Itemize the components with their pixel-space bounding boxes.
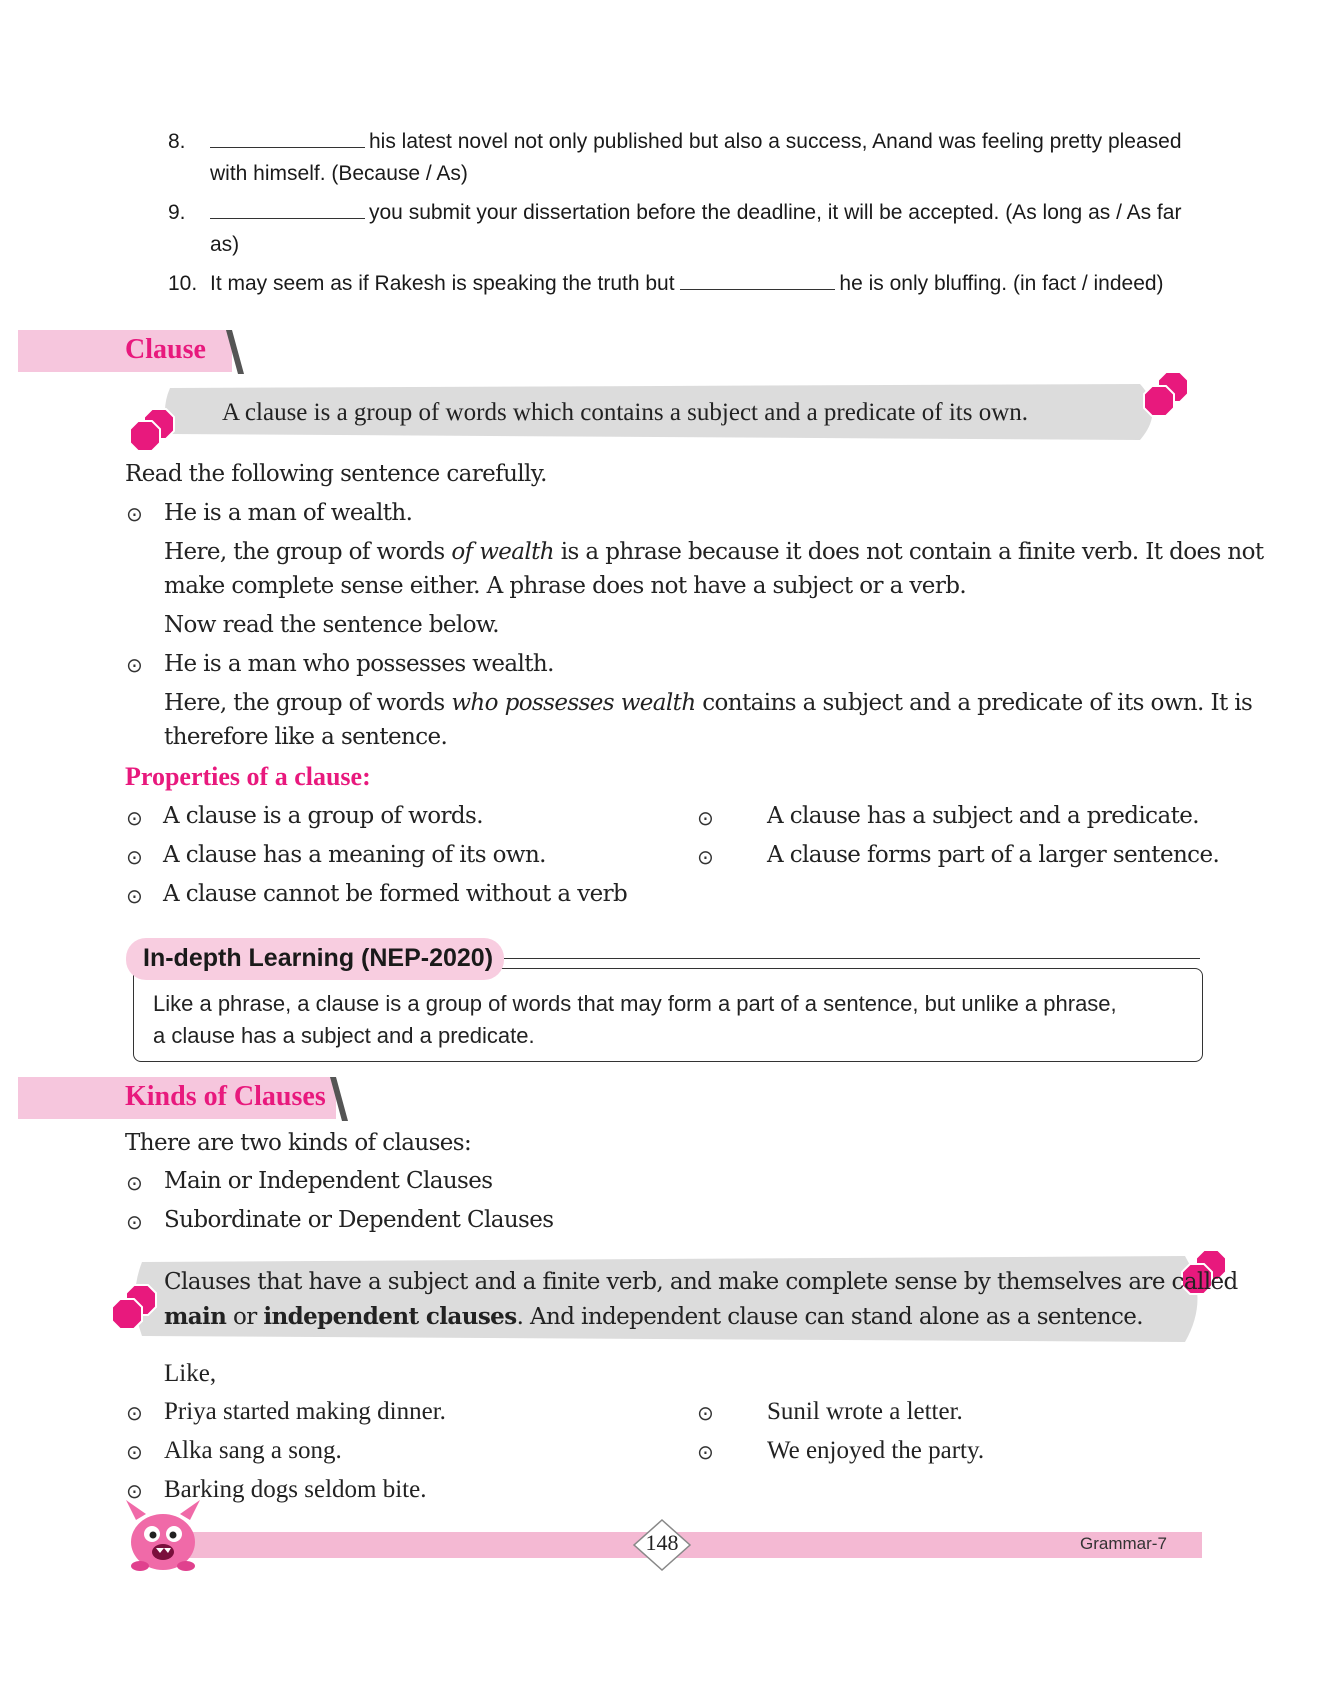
bullet-target-icon: ⊙ — [126, 845, 143, 869]
example-sentence: He is a man who possesses wealth. — [164, 651, 554, 677]
emphasized-phrase: of wealth — [451, 539, 555, 565]
property-item: A clause has a meaning of its own. — [163, 842, 546, 868]
example-item: Sunil wrote a letter. — [767, 1398, 963, 1425]
bullet-target-icon: ⊙ — [126, 653, 143, 677]
in-depth-line1: Like a phrase, a clause is a group of words that may form a part of a sentence, but unlike a phrase, — [153, 991, 1117, 1016]
exercise-number: 8. — [168, 130, 186, 153]
book-title: Grammar-7 — [1080, 1534, 1167, 1553]
exercise-text: his latest novel not only published but also a success, Anand was feeling pretty pleased — [369, 130, 1182, 153]
explanation-text: is a phrase because it does not contain a finite verb. It does not — [554, 539, 1264, 565]
section-title-clause: Clause — [125, 334, 206, 365]
exercise-number: 9. — [168, 201, 186, 224]
clause-definition: A clause is a group of words which contains a subject and a predicate of its own. — [222, 399, 1029, 426]
explanation-line — [164, 539, 1263, 565]
in-depth-text — [153, 988, 1193, 1052]
bold-term: main — [164, 1303, 227, 1330]
pink-octagon-icon — [1140, 370, 1196, 422]
now-read-text: Now read the sentence below. — [164, 612, 500, 638]
explanation-text: Here, the group of words — [164, 690, 452, 716]
exercise-text: It may seem as if Rakesh is speaking the truth but — [210, 272, 675, 295]
emphasized-phrase: who possesses wealth — [451, 690, 696, 716]
bullet-target-icon: ⊙ — [126, 1401, 143, 1425]
in-depth-divider — [500, 958, 1200, 959]
independent-definition-line2 — [164, 1303, 1143, 1330]
section-header-slant — [330, 1073, 350, 1121]
bullet-target-icon: ⊙ — [697, 1401, 714, 1425]
monster-mascot-icon — [120, 1498, 206, 1574]
pink-octagon-icon — [110, 1283, 164, 1333]
explanation-text: contains a subject and a predicate of its own. It is — [695, 690, 1253, 716]
explanation-text: Here, the group of words — [164, 539, 452, 565]
pink-octagon-icon — [128, 405, 180, 453]
bold-term: independent clauses — [263, 1303, 517, 1330]
explanation-line2: make complete sense either. A phrase does not have a subject or a verb. — [164, 573, 967, 599]
exercise-text-line2: as) — [210, 233, 240, 256]
exercise-number: 10. — [168, 272, 198, 295]
kind-item: Subordinate or Dependent Clauses — [164, 1207, 554, 1233]
answer-blank[interactable] — [210, 198, 365, 219]
explanation-line — [164, 690, 1252, 716]
exercise-text-after: he is only bluffing. (in fact / indeed) — [839, 272, 1164, 295]
bullet-target-icon: ⊙ — [126, 1479, 143, 1503]
independent-definition-line1: Clauses that have a subject and a finite verb, and make complete sense by themselves are called — [164, 1269, 1238, 1295]
property-item: A clause is a group of words. — [163, 803, 483, 829]
intro-text: Read the following sentence carefully. — [125, 461, 547, 487]
bullet-target-icon: ⊙ — [126, 1440, 143, 1464]
bullet-target-icon: ⊙ — [126, 884, 143, 908]
kind-item: Main or Independent Clauses — [164, 1168, 493, 1194]
definition-pill — [120, 1252, 1210, 1344]
exercise-text: you submit your dissertation before the deadline, it will be accepted. (As long as / As far — [369, 201, 1182, 224]
bullet-target-icon: ⊙ — [697, 806, 714, 830]
property-item: A clause cannot be formed without a verb — [163, 881, 628, 907]
in-depth-title: In-depth Learning (NEP-2020) — [143, 944, 494, 972]
bullet-target-icon: ⊙ — [126, 1210, 143, 1234]
section-title-kinds: Kinds of Clauses — [125, 1081, 326, 1112]
example-item: We enjoyed the party. — [767, 1437, 985, 1464]
bullet-target-icon: ⊙ — [126, 806, 143, 830]
section-header-slant — [226, 326, 246, 374]
definition-rest: . And independent clause can stand alone as a sentence. — [516, 1304, 1144, 1330]
example-item: Barking dogs seldom bite. — [164, 1476, 427, 1503]
connector-text: or — [226, 1304, 264, 1330]
example-sentence: He is a man of wealth. — [164, 500, 413, 526]
like-label: Like, — [164, 1360, 217, 1387]
exercise-text-line2: with himself. (Because / As) — [210, 162, 468, 185]
bullet-target-icon: ⊙ — [126, 502, 143, 526]
in-depth-line2: a clause has a subject and a predicate. — [153, 1023, 535, 1048]
property-item: A clause forms part of a larger sentence. — [767, 842, 1220, 868]
properties-heading: Properties of a clause: — [125, 762, 371, 791]
bullet-target-icon: ⊙ — [697, 845, 714, 869]
answer-blank[interactable] — [210, 127, 365, 148]
answer-blank[interactable] — [680, 269, 835, 290]
bullet-target-icon: ⊙ — [126, 1171, 143, 1195]
page-number: 148 — [645, 1530, 679, 1555]
kinds-intro: There are two kinds of clauses: — [125, 1130, 472, 1156]
property-item: A clause has a subject and a predicate. — [767, 803, 1199, 829]
explanation-line2: therefore like a sentence. — [164, 724, 448, 750]
example-item: Priya started making dinner. — [164, 1398, 446, 1425]
bullet-target-icon: ⊙ — [697, 1440, 714, 1464]
example-item: Alka sang a song. — [164, 1437, 342, 1464]
